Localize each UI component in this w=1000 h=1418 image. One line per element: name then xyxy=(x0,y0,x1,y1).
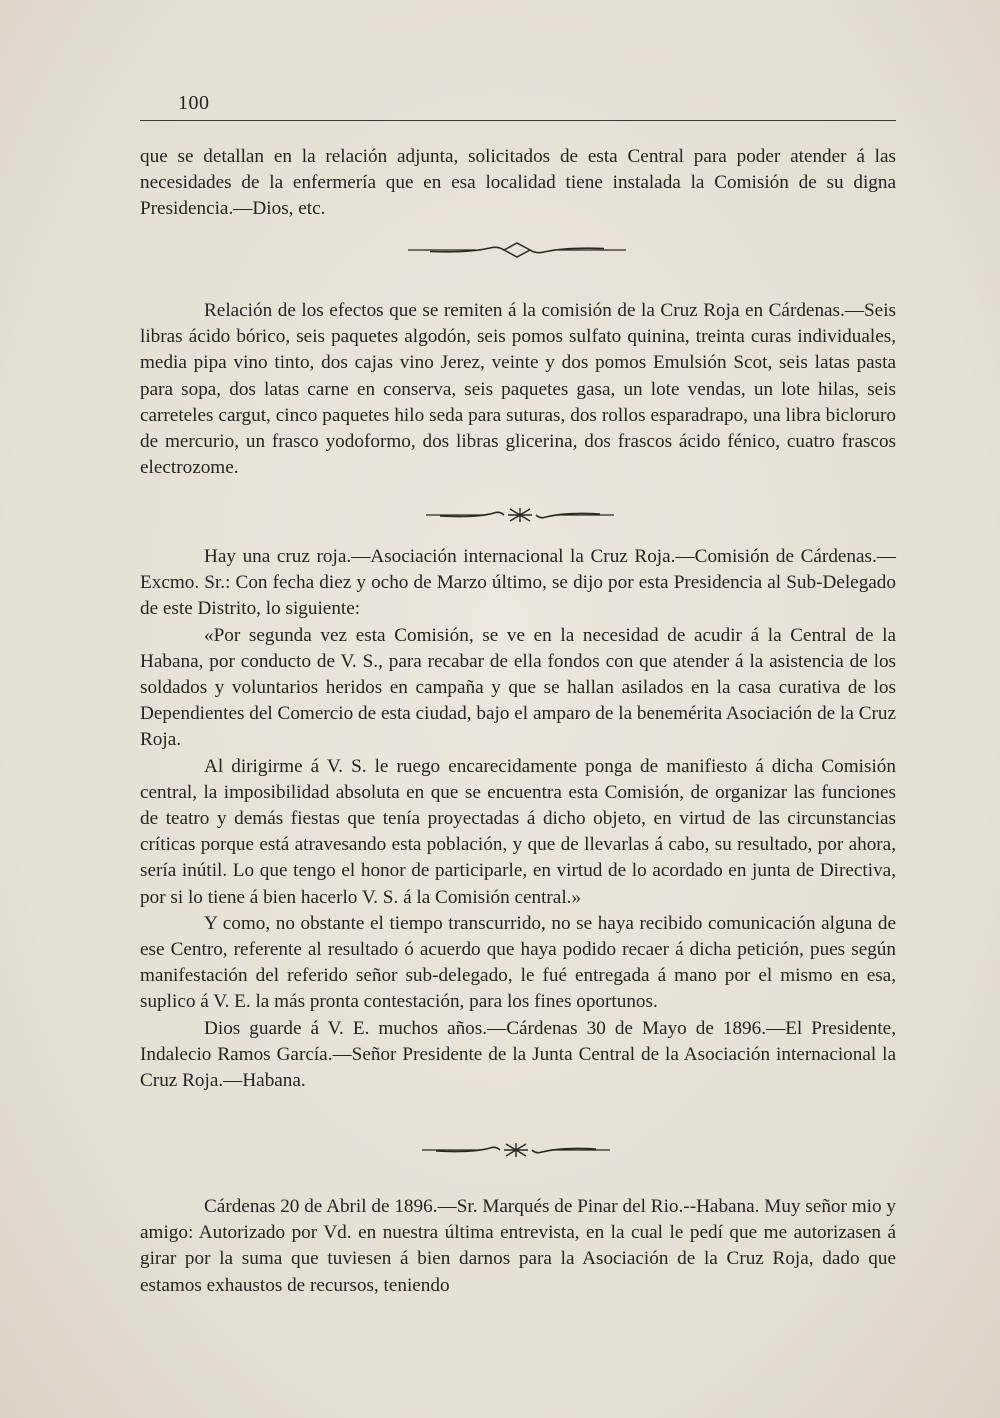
paragraph-closing-letter xyxy=(140,144,896,223)
paragraph-relacion xyxy=(140,298,896,481)
header-rule xyxy=(140,120,896,121)
fleuron-star-icon xyxy=(426,507,614,523)
fleuron-star-icon xyxy=(422,1142,610,1158)
paragraph-text: Relación de los efectos que se remiten á la comisión de la Cruz Roja en Cárdenas.—Seis libras ácido bórico, seis paquetes algodón, seis pomos sulfato quinina, treinta curas individuales, media pipa vino tinto, dos cajas vino Jerez, veinte y dos pomos Emulsión Scot, seis latas pasta para sopa, dos latas carne en conserva, seis paquetes gasa, un lote vendas, un lote hilas, seis carreteles cargut, cinco paquetes hilo seda para suturas, dos rollos esparadrapo, una libra bicloruro de mercurio, un frasco yodoformo, dos libras glicerina, dos frascos ácido fénico, cuatro frascos electrozome. xyxy=(140,300,896,479)
paragraph-text: Hay una cruz roja.—Asociación internacional la Cruz Roja.—Comisión de Cárdenas.—Excmo. Sr.: Con fecha diez y ocho de Marzo último, se dijo por esta Presidencia al Sub-Delegado de este Distrito, lo siguiente: xyxy=(140,546,896,620)
paragraph-marques-letter xyxy=(140,1194,896,1299)
paragraph-text: Al dirigirme á V. S. le ruego encarecidamente ponga de manifiesto á dicha Comisión central, la imposibilidad absoluta en que se encuentra esta Comisión, de organizar las funciones de teatro y demás fiestas que tenía proyectadas á dicho objeto, en virtud de las circunstancias críticas porque está atravesando esta población, y que de llevarlas á cabo, su resultado, por ahora, sería inútil. Lo que tengo el honor de participarle, en virtud de lo acordado en junta de Directiva, por si lo tiene á bien hacerlo V. S. á la Comisión central.» xyxy=(140,755,896,908)
fleuron-lozenge-icon xyxy=(408,242,626,258)
page-number: 100 xyxy=(178,92,210,114)
section-cruz-roja-letter xyxy=(140,544,896,1094)
paragraph-text: que se detallan en la relación adjunta, solicitados de esta Central para poder atender á las necesidades de la enfermería que en esa localidad tiene instalada la Comisión de su digna Presidencia.—Dios, etc. xyxy=(140,146,896,220)
paragraph-text: «Por segunda vez esta Comisión, se ve en la necesidad de acudir á la Central de la Habana, por conducto de V. S., para recabar de ella fondos con que atender á la asistencia de los soldados y voluntarios heridos en campaña y que se hallan asilados en la casa curativa de los Dependientes del Comercio de esta ciudad, bajo el amparo de la benemérita Asociación de la Cruz Roja. xyxy=(140,624,896,751)
paragraph-text: Y como, no obstante el tiempo transcurrido, no se haya recibido comunicación alguna de ese Centro, referente al resultado ó acuerdo que haya podido recaer á dicha petición, pues según manifestación del referido señor sub-delegado, le fué entregada á mano por el mismo en esa, suplico á V. E. la más pronta contestación, para los fines oportunos. xyxy=(140,912,896,1013)
paragraph-text: Dios guarde á V. E. muchos años.—Cárdenas 30 de Mayo de 1896.—El Presidente, Indalecio Ramos García.—Señor Presidente de la Junta Central de la Asociación internacional la Cruz Roja.—Habana. xyxy=(140,1017,896,1092)
paragraph-text: Cárdenas 20 de Abril de 1896.—Sr. Marqués de Pinar del Rio.--Habana. Muy señor mio y amigo: Autorizado por Vd. en nuestra última entrevista, en la cual le pedí que me autorizasen á girar por la suma que tuviesen á bien darnos para la Asociación de la Cruz Roja, dado que estamos exhaustos de recursos, teniendo xyxy=(140,1196,896,1296)
